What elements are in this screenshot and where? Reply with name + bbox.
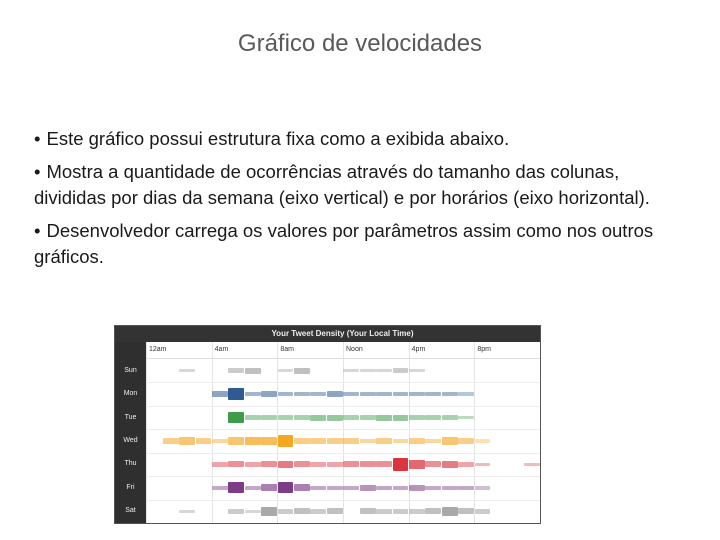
density-bar <box>294 438 310 444</box>
density-bar <box>393 392 409 397</box>
density-bar <box>458 416 474 419</box>
density-bar <box>393 415 409 421</box>
density-bar <box>376 438 392 444</box>
density-bar <box>409 369 425 372</box>
day-label: Fri <box>126 483 135 491</box>
density-bar <box>212 462 228 467</box>
density-bar <box>163 438 179 444</box>
density-bar <box>360 392 376 397</box>
density-bar <box>278 509 294 514</box>
density-bar <box>310 415 326 421</box>
density-bar <box>393 368 409 373</box>
density-bar <box>376 486 392 491</box>
density-bar <box>212 486 228 491</box>
density-bar <box>294 461 310 467</box>
density-bar <box>245 437 261 446</box>
density-bar <box>245 510 261 513</box>
density-bar <box>425 415 441 420</box>
density-bar <box>294 392 310 397</box>
density-bar <box>327 438 343 444</box>
density-bar <box>261 415 277 420</box>
density-bar <box>442 392 458 397</box>
density-bar <box>294 484 310 491</box>
density-bar <box>261 391 277 397</box>
bullet-symbol: • <box>34 220 41 241</box>
density-bar <box>360 461 376 467</box>
density-bar <box>261 437 277 446</box>
density-bar <box>327 462 343 467</box>
density-bar <box>376 415 392 421</box>
bullet-symbol: • <box>34 128 41 149</box>
day-label: Mon <box>123 390 138 398</box>
density-bar <box>360 369 376 372</box>
density-bar <box>310 392 326 397</box>
day-gridline <box>146 453 540 454</box>
density-bar <box>376 392 392 397</box>
density-bar <box>245 415 261 420</box>
chart-title: Your Tweet Density (Your Local Time) <box>271 329 414 338</box>
density-bar <box>245 392 261 397</box>
day-label: Sat <box>125 507 136 515</box>
density-bar <box>278 415 294 420</box>
density-bar <box>393 439 409 444</box>
density-bar <box>458 508 474 514</box>
density-bar <box>425 439 441 444</box>
density-bar <box>228 509 244 514</box>
density-bar <box>228 437 244 444</box>
density-bar <box>343 369 359 372</box>
density-bar <box>409 415 425 420</box>
density-bar <box>261 507 277 516</box>
density-bar <box>327 391 343 397</box>
density-bar <box>327 508 343 514</box>
density-bar <box>360 508 376 514</box>
density-bar <box>294 415 310 420</box>
density-bar <box>458 486 474 491</box>
day-gridline <box>146 382 540 383</box>
density-bar <box>409 485 425 491</box>
density-bar <box>393 458 408 470</box>
bullet-item <box>34 159 694 211</box>
density-bar <box>442 437 458 444</box>
density-bar <box>442 415 458 420</box>
density-bar <box>278 369 294 372</box>
density-bar <box>360 485 376 491</box>
density-bar <box>212 391 228 397</box>
density-bar <box>425 392 441 397</box>
density-bar <box>524 463 540 466</box>
bullet-text: Mostra a quantidade de ocorrências através do tamanho das colunas, divididas por dias da semana (eixo vertical) e por horários (eixo horizontal). <box>34 161 650 208</box>
density-bar <box>475 509 491 514</box>
density-bar <box>212 439 228 444</box>
density-bar <box>196 438 212 444</box>
day-label: Wed <box>123 437 138 444</box>
density-bar <box>442 486 458 491</box>
density-bar <box>393 509 409 514</box>
slide-title: Gráfico de velocidades <box>237 30 483 57</box>
density-bar <box>179 510 195 513</box>
density-bar <box>343 392 359 397</box>
density-bar <box>360 439 376 444</box>
bullet-item <box>34 126 694 152</box>
density-bar <box>278 482 293 493</box>
density-bar <box>294 508 310 514</box>
density-bar <box>228 368 244 373</box>
chart-title-bar <box>115 326 540 342</box>
hour-label: Noon <box>346 346 363 353</box>
density-bar <box>343 486 359 491</box>
density-bar <box>310 462 326 467</box>
density-bar <box>475 486 491 489</box>
density-bar <box>228 461 244 467</box>
day-label: Thu <box>124 460 137 468</box>
day-gridline <box>146 406 540 407</box>
density-bar <box>409 460 425 469</box>
day-gridline <box>146 476 540 477</box>
density-bar <box>245 462 261 467</box>
density-bar <box>458 392 474 395</box>
density-bar <box>179 369 195 372</box>
hour-label: 8am <box>280 346 294 353</box>
density-bar <box>393 486 409 491</box>
density-bar <box>475 439 491 442</box>
density-bar <box>425 461 441 467</box>
density-bar <box>409 509 425 514</box>
density-bar <box>310 486 326 491</box>
hour-label: 4am <box>214 346 229 353</box>
density-bar <box>376 509 392 514</box>
density-bar <box>294 368 310 374</box>
density-bar <box>261 461 277 467</box>
density-bar <box>310 509 326 514</box>
density-bar <box>245 368 261 374</box>
bullet-item <box>34 218 694 270</box>
tweet-density-chart <box>114 325 541 524</box>
density-bar <box>425 486 441 491</box>
density-bar <box>409 392 425 397</box>
density-bar <box>458 462 474 467</box>
density-bar <box>343 438 359 444</box>
density-bar <box>310 438 326 444</box>
density-bar <box>278 392 294 397</box>
hour-label: 12am <box>149 346 167 353</box>
density-bar <box>179 437 195 444</box>
density-bar <box>376 369 392 372</box>
density-bar <box>278 461 294 468</box>
density-bar <box>327 415 343 421</box>
hour-gridline <box>212 342 213 523</box>
density-bar <box>327 486 343 491</box>
density-bar <box>228 388 243 400</box>
bullet-list <box>34 126 694 277</box>
bullet-text: Desenvolvedor carrega os valores por parâmetros assim como nos outros gráficos. <box>34 220 654 267</box>
density-bar <box>475 463 491 466</box>
hour-label: 8pm <box>477 346 491 353</box>
density-bar <box>228 412 243 423</box>
density-bar <box>245 486 261 491</box>
density-bar <box>442 461 458 468</box>
density-bar <box>409 438 425 444</box>
density-bar <box>261 484 277 491</box>
density-bar <box>376 461 392 467</box>
density-bar <box>228 482 243 493</box>
bullet-symbol: • <box>34 161 41 182</box>
hour-gridline <box>474 342 475 523</box>
density-bar <box>278 435 293 446</box>
density-bar <box>425 508 441 514</box>
hour-label: 4pm <box>411 346 426 353</box>
density-bar <box>442 507 458 516</box>
bullet-text: Este gráfico possui estrutura fixa como a exibida abaixo. <box>46 128 510 149</box>
day-gridline <box>146 500 540 501</box>
day-label: Sun <box>124 366 137 374</box>
day-gridline <box>146 429 540 430</box>
density-bar <box>360 415 376 420</box>
density-bar <box>343 415 359 420</box>
density-bar <box>343 461 359 467</box>
day-label: Tue <box>124 413 137 421</box>
hour-gridline <box>146 342 147 523</box>
density-bar <box>458 438 474 444</box>
day-axis <box>115 342 146 523</box>
